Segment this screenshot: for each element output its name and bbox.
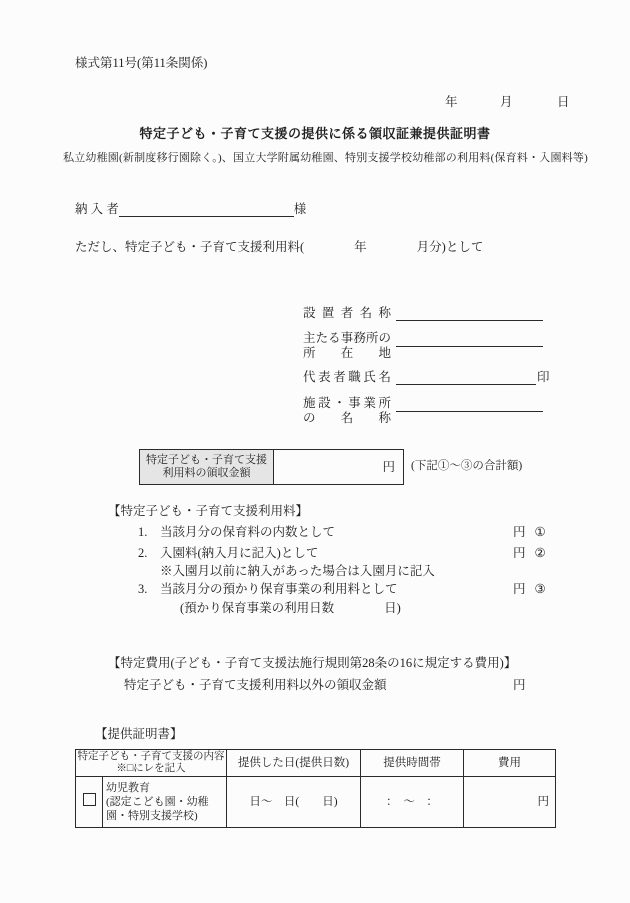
col-header-provided-date: 提供した日(提供日数) — [227, 750, 361, 777]
fee-item-3-amount — [513, 582, 546, 597]
receipt-amount-field[interactable] — [274, 450, 403, 484]
fee-item-3-mark: ③ — [534, 582, 546, 596]
checkbox-cell — [76, 777, 103, 828]
fee-item-3-unit: 円 — [513, 582, 526, 596]
service-description-cell: 幼児教育 (認定こども園・幼稚 園・特別支援学校) — [103, 777, 227, 828]
col-header-time-range: 提供時間帯 — [361, 750, 464, 777]
issuer-representative-row — [303, 370, 550, 385]
proviso-line: ただし、特定子ども・子育て支援利用料( 年 月分)として — [75, 240, 484, 254]
specified-cost-heading: 【特定費用(子ども・子育て支援法施行規則第28条の16に規定する費用)】 — [108, 656, 517, 670]
fee-item-2 — [138, 546, 318, 561]
fee-item-2-mark: ② — [534, 546, 546, 560]
document-subtitle: 私立幼稚園(新制度移行園除く。)、国立大学附属幼稚園、特別支援学校幼稚部の利用料(保育料・入園料等) — [63, 152, 588, 164]
certificate-table-row — [76, 777, 556, 828]
fee-item-1-amount — [513, 525, 546, 540]
seal-mark: 印 — [537, 370, 550, 384]
issuer-office-row — [303, 331, 543, 361]
issuer-facility-row — [303, 396, 543, 426]
fee-item-3 — [138, 582, 398, 597]
col-header-service-content: 特定子ども・子育て支援の内容 ※□にレを記入 — [76, 750, 227, 777]
receipt-amount-note: (下記①〜③の合計額) — [411, 460, 523, 472]
provided-date-cell[interactable]: 日〜 日( 日) — [227, 777, 361, 828]
cost-cell[interactable]: 円 — [464, 777, 556, 828]
fee-item-1-text: 当該月分の保育料の内数として — [160, 525, 336, 539]
form-number: 様式第11号(第11条関係) — [75, 56, 208, 70]
certificate-table — [75, 749, 556, 828]
payer-name-field[interactable] — [119, 203, 294, 217]
facility-name-label: 施設・事業所 の名称 — [303, 396, 391, 425]
checkbox[interactable] — [83, 793, 96, 806]
date-month-label: 月 — [500, 95, 513, 109]
payer-label: 納 入 者 — [75, 202, 119, 216]
date-day-label: 日 — [557, 95, 570, 109]
col-header-cost: 費用 — [464, 750, 556, 777]
fee-item-2-unit: 円 — [513, 546, 526, 560]
representative-name-field[interactable] — [396, 371, 536, 385]
fee-item-1 — [138, 525, 335, 540]
time-range-cell[interactable]: ： 〜 ： — [361, 777, 464, 828]
fee-sub-note: (預かり保育事業の利用日数 日) — [180, 601, 401, 615]
facility-name-field[interactable] — [396, 411, 543, 412]
usage-fee-heading: 【特定子ども・子育て支援利用料】 — [108, 504, 309, 518]
specified-cost-unit: 円 — [513, 678, 526, 692]
document-title: 特定子ども・子育て支援の提供に係る領収証兼提供証明書 — [139, 126, 491, 141]
establisher-name-label: 設置者名称 — [303, 306, 391, 320]
receipt-amount-label: 特定子ども・子育て支援 利用料の領収金額 — [140, 450, 274, 484]
issuer-establisher-row — [303, 306, 543, 321]
receipt-amount-box — [139, 449, 404, 485]
fee-item-3-text: 当該月分の預かり保育事業の利用料として — [160, 582, 398, 596]
representative-name-label: 代表者職氏名 — [303, 370, 391, 384]
fee-note: ※入園月以前に納入があった場合は入園月に記入 — [160, 564, 435, 578]
receipt-amount-unit: 円 — [382, 459, 395, 474]
fee-item-3-number: 3. — [138, 582, 148, 596]
specified-cost-line: 特定子ども・子育て支援利用料以外の領収金額 — [124, 678, 387, 692]
fee-item-1-number: 1. — [138, 525, 148, 539]
fee-item-2-amount — [513, 546, 546, 561]
payer-honorific: 様 — [293, 202, 307, 216]
date-year-label: 年 — [445, 95, 458, 109]
fee-item-1-unit: 円 — [513, 525, 526, 539]
office-address-label: 主たる事務所の 所在地 — [303, 331, 391, 360]
certificate-table-header-row — [76, 750, 556, 777]
office-address-field[interactable] — [396, 346, 543, 347]
payer-line — [75, 202, 306, 217]
certificate-heading: 【提供証明書】 — [95, 727, 183, 741]
fee-item-2-number: 2. — [138, 546, 148, 560]
fee-item-2-text: 入園料(納入月に記入)として — [160, 546, 319, 560]
fee-item-1-mark: ① — [534, 525, 546, 539]
establisher-name-field[interactable] — [396, 307, 543, 321]
